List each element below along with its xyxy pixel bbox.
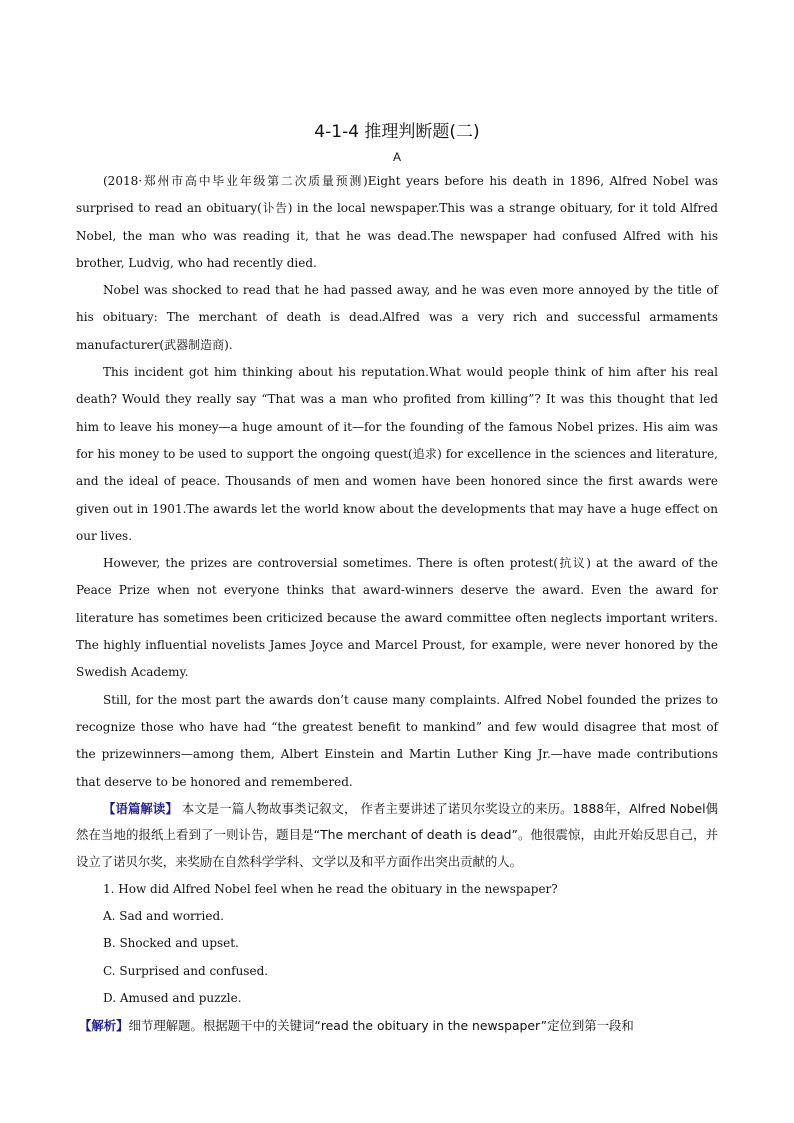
- question-1-option-d: D. Amused and puzzle.: [103, 990, 242, 1005]
- passage-paragraph-1: (2018·郑州市高中毕业年级第二次质量预测)Eight years before his death in 1896, Alfred Nobel was surprised to read an obituary(讣告) in the local newspaper.This was a strange obituary, for it told Alfred Nobel, the man who was reading it, that he was dead.The newspaper had confused Alfred with his brother, Ludvig, who had recently died.: [76, 174, 718, 270]
- reading-note-text: 本文是一篇人物故事类记叙文， 作者主要讲述了诺贝尔奖设立的来历。1888年，Alfred Nobel偶然在当地的报纸上看到了一则讣告，题目是“The merchant of death is dead”。他很震惊，由此开始反思自己，并设立了诺贝尔奖，来奖励在自然科学学科、文学以及和平方面作出突出贡献的人。: [76, 800, 718, 870]
- analysis-text: 细节理解题。根据题干中的关键词“read the obituary in the newspaper”定位到第一段和: [128, 1018, 634, 1034]
- page-title: 4-1-4 推理判断题(二): [314, 122, 480, 142]
- reading-note-label: 【语篇解读】: [103, 800, 178, 816]
- passage-paragraph-2: Nobel was shocked to read that he had passed away, and he was even more annoyed by the title of his obituary: The merchant of death is dead.Alfred was a very rich and successful armaments manufacturer(武器制造商).: [76, 283, 718, 352]
- question-1-option-b: B. Shocked and upset.: [103, 936, 239, 951]
- analysis-line: [76, 1012, 718, 1039]
- question-1-stem: 1. How did Alfred Nobel feel when he read the obituary in the newspaper?: [103, 881, 558, 896]
- question-1-option-c: C. Surprised and confused.: [103, 963, 269, 978]
- passage-paragraph-5: Still, for the most part the awards don’t cause many complaints. Alfred Nobel founded the prizes to recognize those who have had “the greatest benefit to mankind” and few would disagree that most of the prizewinners—among them, Albert Einstein and Martin Luther King Jr.—have made contributions that deserve to be honored and remembered.: [76, 692, 718, 789]
- passage-paragraph-3: This incident got him thinking about his reputation.What would people think of him after his real death? Would they really say “That was a man who profited from killing”? It was this thought that led him to leave his money—a huge amount of it—for the founding of the famous Nobel prizes. His aim was for his money to be used to support the ongoing quest(追求) for excellence in the sciences and literature, and the ideal of peace. Thousands of men and women have been honored since the first awards were given out in 1901.The awards let the world know about the developments that may have a huge effect on our lives.: [76, 365, 718, 543]
- reading-note: [76, 796, 718, 876]
- section-label: A: [392, 150, 401, 164]
- analysis-label: 【解析】: [79, 1018, 129, 1034]
- document-page: [76, 110, 718, 1039]
- passage-paragraph-4: However, the prizes are controversial sometimes. There is often protest(抗议) at the award of the Peace Prize when not everyone thinks that award-winners deserve the award. Even the award for literature has sometimes been criticized because the award committee often neglects important writers. The highly influential novelists James Joyce and Marcel Proust, for example, were never honored by the Swedish Academy.: [76, 556, 718, 680]
- question-1-option-a: A. Sad and worried.: [103, 908, 224, 923]
